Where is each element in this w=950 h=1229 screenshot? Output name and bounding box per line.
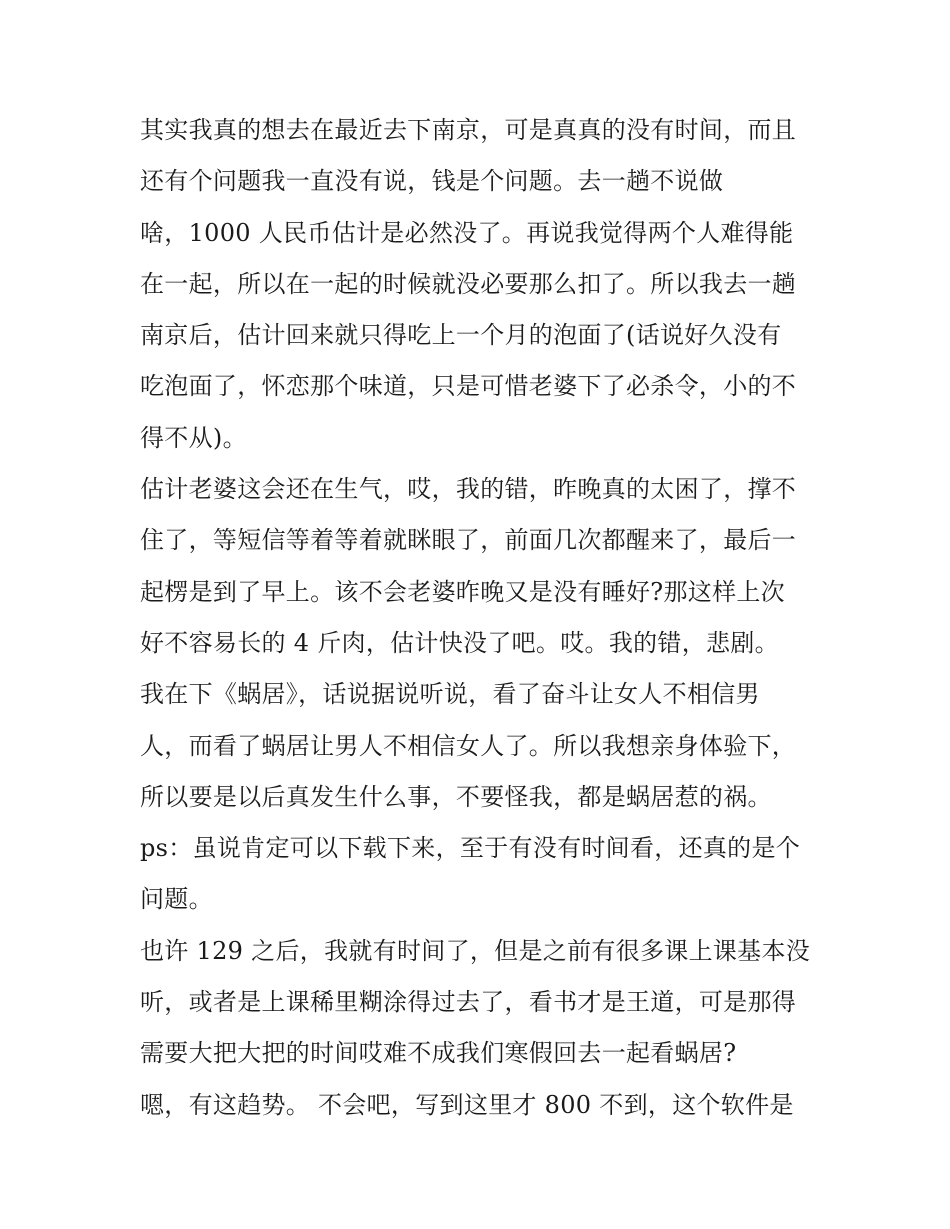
text-line-12: 我在下《蜗居》，话说据说听说，看了奋斗让女人不相信男: [140, 680, 760, 709]
text-line-14: 所以要是以后真发生什么事，不要怪我，都是蜗居惹的祸。: [140, 782, 772, 811]
text-line-4: 在一起，所以在一起的时候就没必要那么扣了。所以我去一趟: [140, 269, 797, 298]
body-text: [140, 105, 820, 1131]
text-line-9: 住了，等短信等着等着就眯眼了，前面几次都醒来了，最后一: [140, 526, 797, 555]
text-line-15: ps：虽说肯定可以下载下来，至于有没有时间看，还真的是个: [140, 834, 801, 863]
text-line-3: 啥，1000 人民币估计是必然没了。再说我觉得两个人难得能: [140, 218, 794, 247]
text-line-11: 好不容易长的 4 斤肉，估计快没了吧。哎。我的错，悲剧。: [140, 628, 779, 657]
text-line-6: 吃泡面了，怀恋那个味道，只是可惜老婆下了必杀令，小的不: [140, 372, 797, 401]
text-line-19: 需要大把大把的时间哎难不成我们寒假回去一起看蜗居?: [140, 1039, 737, 1068]
text-line-13: 人，而看了蜗居让男人不相信女人了。所以我想亲身体验下，: [140, 731, 797, 760]
text-line-2: 还有个问题我一直没有说，钱是个问题。去一趟不说做: [140, 167, 724, 196]
text-line-18: 听，或者是上课稀里糊涂得过去了，看书才是王道，可是那得: [140, 988, 797, 1017]
text-line-20: 嗯，有这趋势。 不会吧，写到这里才 800 不到，这个软件是: [140, 1090, 794, 1119]
text-line-17: 也许 129 之后，我就有时间了，但是之前有很多课上课基本没: [140, 936, 811, 965]
text-line-8: 估计老婆这会还在生气，哎，我的错，昨晚真的太困了，撑不: [140, 475, 797, 504]
text-line-16: 问题。: [140, 885, 213, 914]
text-line-1: 其实我真的想去在最近去下南京，可是真真的没有时间，而且: [140, 116, 797, 144]
text-line-10: 起楞是到了早上。该不会老婆昨晚又是没有睡好?那这样上次: [140, 577, 785, 606]
text-line-7: 得不从)。: [140, 423, 247, 452]
text-line-5: 南京后，估计回来就只得吃上一个月的泡面了(话说好久没有: [140, 321, 782, 350]
